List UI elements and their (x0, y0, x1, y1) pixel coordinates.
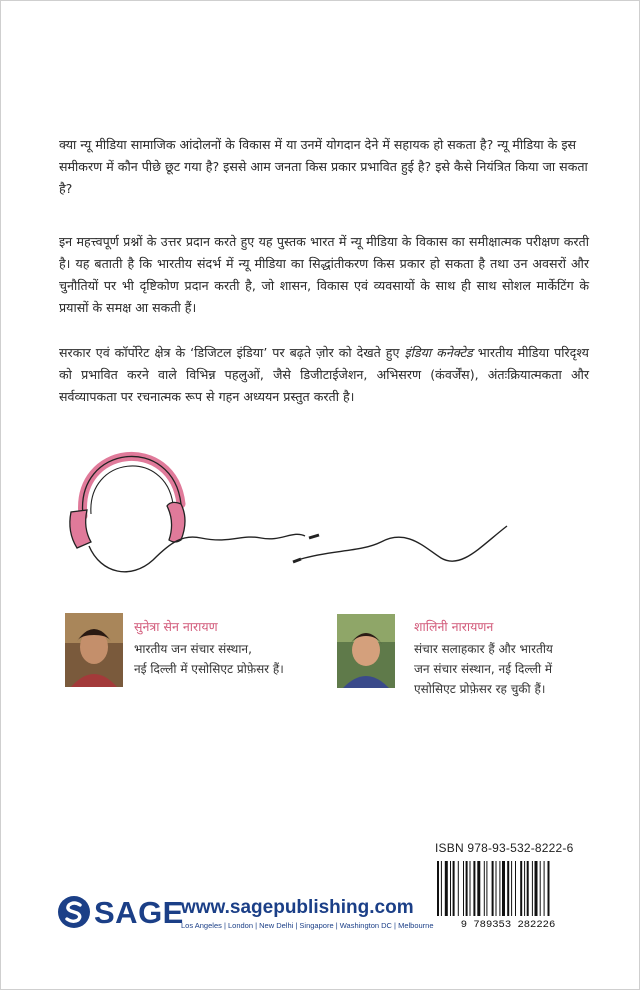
barcode-bar (527, 861, 529, 916)
barcode-bar (524, 861, 525, 916)
author-bio-2 (414, 639, 553, 699)
barcode-bar (499, 861, 500, 916)
author-photo-1 (65, 613, 123, 687)
author-bio-2-line-2: जन संचार संस्थान, नई दिल्ली में (414, 662, 553, 676)
isbn-barcode (433, 859, 583, 929)
book-title-italic: इंडिया कनेक्टेड (404, 345, 473, 360)
author-name-2: शालिनी नारायणन (414, 619, 494, 634)
barcode-bar (507, 861, 509, 916)
barcode-bar (532, 861, 533, 916)
barcode-bar (445, 861, 448, 916)
isbn-number: ISBN 978-93-532-8222-6 (435, 841, 574, 855)
publisher-website-link[interactable]: www.sagepublishing.com (181, 897, 414, 918)
barcode-bar (535, 861, 538, 916)
barcode-bar (486, 861, 487, 916)
barcode-bar (470, 861, 471, 916)
author-photo-2 (337, 614, 395, 688)
barcode-bar (437, 861, 439, 916)
barcode-bar (450, 861, 451, 916)
barcode-bar (473, 861, 475, 916)
barcode-bar (502, 861, 505, 916)
headphones-illustration (61, 434, 531, 584)
sage-logo-icon (57, 895, 91, 929)
barcode-bar (511, 861, 512, 916)
barcode-bar (453, 861, 455, 916)
author-name-1: सुनेत्रा सेन नारायण (134, 619, 218, 634)
barcode-bar (466, 861, 468, 916)
barcode-bar (441, 861, 442, 916)
barcode-bar (458, 861, 459, 916)
barcode-bar (515, 861, 516, 916)
author-bio-1-line-1: भारतीय जन संचार संस्थान, (134, 642, 252, 656)
barcode-bar (484, 861, 485, 916)
intro-paragraph: क्या न्यू मीडिया सामाजिक आंदोलनों के विकास में या उनमें योगदान देने में सहायक हो सकता है? न्यू मीडिया के इस समीकरण में कौन पीछे छूट गया है? इससे आम जनता किस प्रकार प्रभावित हुई है? इसे कैसे नियंत्रित किया जा सकता है? (59, 137, 588, 196)
description-paragraph: इन महत्त्वपूर्ण प्रश्नों के उत्तर प्रदान करते हुए यह पुस्तक भारत में न्यू मीडिया के विकास का समीक्षात्मक परीक्षण करती है। यह बताती है कि भारतीय संदर्भ में न्यू मीडिया का सिद्धांतीकरण किस प्रकार हो सकता है तथा उन अवसरों और चुनौतियों पर भी दृष्टिकोण प्रदान करती है, जो शासन, विकास एवं व्यवसायों के साथ ही साथ सोशल मार्केटिंग के प्रयासों के समक्ष आ सकती हैं। (59, 234, 589, 315)
closing-text-start: सरकार एवं कॉर्पोरेट क्षेत्र के ‘डिजिटल इंडिया’ पर बढ़ते ज़ोर को देखते हुए (59, 345, 405, 360)
closing-paragraph (59, 342, 589, 408)
barcode-digits: 9 789353 282226 (460, 919, 556, 929)
author-bio-2-line-1: संचार सलाहकार हैं और भारतीय (414, 642, 553, 656)
closing-text-end: भारतीय मीडिया परिदृश्य को प्रभावित करने वाले विभिन्न पहलुओं, जैसे डिजीटाईजेशन, अभिसरण (कंवर्जेंस), अंतःक्रियात्मकता और सर्वव्यापकता पर रचनात्मक रूप से गहन अध्ययन प्रस्तुत करती है। (59, 345, 589, 404)
barcode-bar (520, 861, 522, 916)
barcode-bar (496, 861, 497, 916)
barcode-bar (463, 861, 464, 916)
barcode-bar (540, 861, 541, 916)
barcode-bar (548, 861, 550, 916)
sage-wordmark: SAGE (94, 895, 184, 930)
author-bio-2-line-3: एसोसिएट प्रोफ़ेसर रह चुकी हैं। (414, 682, 546, 696)
barcode-bar (492, 861, 494, 916)
barcode-bar (477, 861, 480, 916)
author-bio-1 (134, 639, 284, 679)
barcode-bars (437, 861, 550, 916)
publisher-locations: Los Angeles | London | New Delhi | Singapore | Washington DC | Melbourne (181, 921, 434, 930)
barcode-bar (544, 861, 545, 916)
author-bio-1-line-2: नई दिल्ली में एसोसिएट प्रोफ़ेसर हैं। (134, 662, 284, 676)
